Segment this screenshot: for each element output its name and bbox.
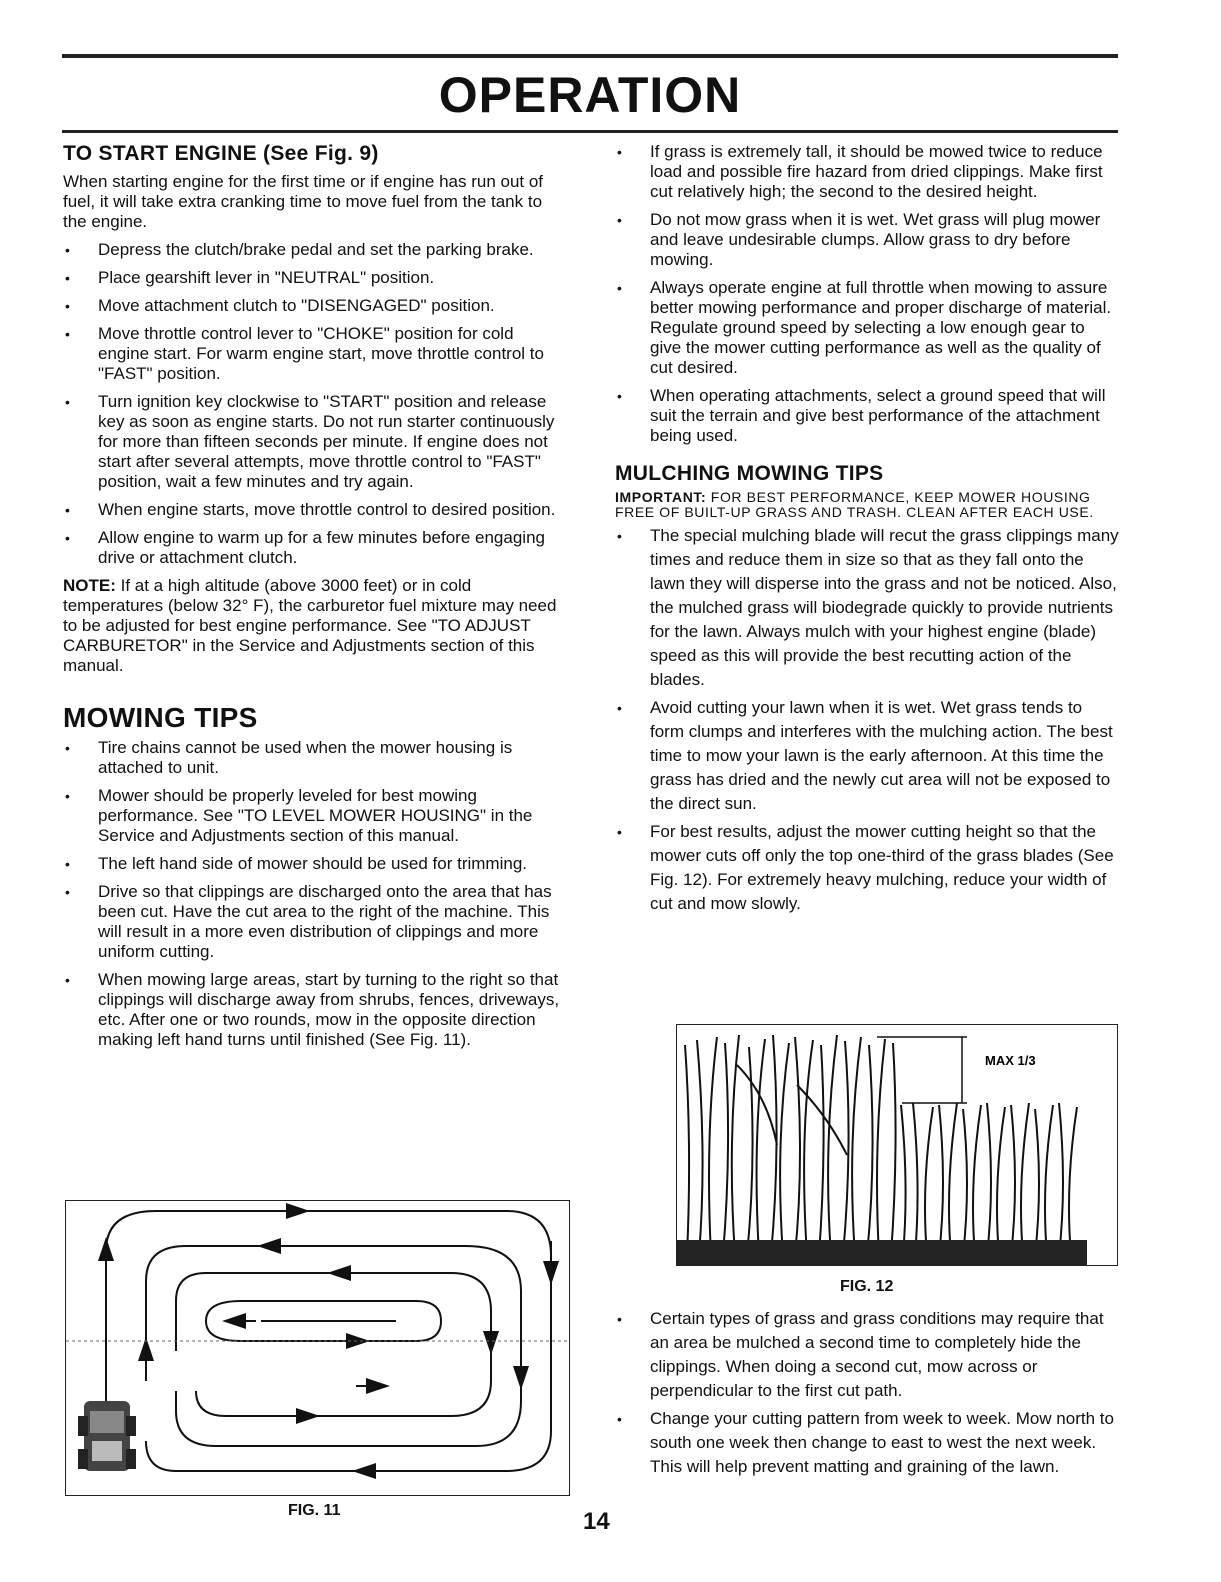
list-item: • Avoid cutting your lawn when it is wet. Wet grass tends to form clumps and interferes with the mulching action. The best time to mow your lawn is the early afternoon. At this time the grass has dried and the newly cut area will not be exposed to the direct sun.: [615, 696, 1120, 816]
list-item: • Place gearshift lever in "NEUTRAL" position.: [63, 268, 563, 288]
grass-height-diagram: [677, 1025, 1117, 1265]
altitude-note: [63, 576, 563, 676]
list-item: • The special mulching blade will recut the grass clippings many times and reduce them in size so that as they fall onto the lawn they will disperse into the grass and not be noticed. Also, the mulched grass will biodegrade quickly to provide nutrients for the lawn. Always mulch with your highest engine (blade) speed as this will provide the best recutting action of the blades.: [615, 524, 1120, 692]
list-item: • If grass is extremely tall, it should be mowed twice to reduce load and possible fire hazard from dried clippings. Make first cut relatively high; the second to the desired height.: [615, 142, 1120, 202]
list-item: • Do not mow grass when it is wet. Wet grass will plug mower and leave undesirable clumps. Allow grass to dry before mowing.: [615, 210, 1120, 270]
list-item: • When operating attachments, select a ground speed that will suit the terrain and give best performance of the attachment being used.: [615, 386, 1120, 446]
mulching-tips-continued: [615, 1307, 1120, 1487]
list-item: • Move throttle control lever to "CHOKE" position for cold engine start. For warm engine start, move throttle control to "FAST" position.: [63, 324, 563, 384]
mulching-tips-list: [615, 524, 1120, 916]
mowing-tips-heading: MOWING TIPS: [63, 702, 258, 733]
mowing-tips-list: [63, 738, 563, 1050]
list-item: • Drive so that clippings are discharged onto the area that has been cut. Have the cut area to the right of the machine. This will result in a more even distribution of clippings and more uniform cutting.: [63, 882, 563, 962]
list-item: • Depress the clutch/brake pedal and set the parking brake.: [63, 240, 563, 260]
tractor-icon: [78, 1401, 136, 1471]
list-item: • Move attachment clutch to "DISENGAGED" position.: [63, 296, 563, 316]
pattern-loop-3: [176, 1273, 491, 1416]
list-item: • The left hand side of mower should be used for trimming.: [63, 854, 563, 874]
note-label: NOTE:: [63, 576, 116, 595]
title-rule: [62, 130, 1118, 133]
list-item: • Mower should be properly leveled for best mowing performance. See "TO LEVEL MOWER HOUSING" in the Service and Adjustments section of this manual.: [63, 786, 563, 846]
list-item: • Tire chains cannot be used when the mower housing is attached to unit.: [63, 738, 563, 778]
list-item: • Allow engine to warm up for a few minutes before engaging drive or attachment clutch.: [63, 528, 563, 568]
note-text: If at a high altitude (above 3000 feet) or in cold temperatures (below 32° F), the carburetor fuel mixture may need to be adjusted for best engine performance. See "TO ADJUST CARBURETOR" in the Service and Adjustments section of this manual.: [63, 576, 557, 675]
fig12-caption: FIG. 12: [840, 1278, 894, 1295]
mulching-tips-list-2: [615, 1307, 1120, 1479]
right-column: [615, 142, 1120, 924]
list-item: • When mowing large areas, start by turning to the right so that clippings will discharge away from shrubs, fences, driveways, etc. After one or two rounds, mow in the opposite direction making left hand turns until finished (See Fig. 11).: [63, 970, 563, 1050]
start-engine-steps: [63, 240, 563, 568]
important-notice: [615, 490, 1120, 520]
start-engine-intro: When starting engine for the first time or if engine has run out of fuel, it will take extra cranking time to move fuel from the tank to the engine.: [63, 172, 544, 231]
important-label: IMPORTANT:: [615, 489, 707, 505]
page-number: 14: [583, 1508, 610, 1535]
fig11-caption: FIG. 11: [288, 1502, 341, 1519]
fig11-mowing-pattern: [65, 1200, 570, 1496]
important-text: FOR BEST PERFORMANCE, KEEP MOWER HOUSING FREE OF BUILT-UP GRASS AND TRASH. CLEAN AFTER EACH USE.: [615, 489, 1094, 520]
list-item: • For best results, adjust the mower cutting height so that the mower cuts off only the top one-third of the grass blades (See Fig. 12). For extremely heavy mulching, reduce your width of cut and mow slowly.: [615, 820, 1120, 916]
left-column: [63, 142, 563, 1058]
list-item: • Turn ignition key clockwise to "START" position and release key as soon as engine starts. Do not run starter continuously for more than fifteen seconds per minute. If engine does not start after several attempts, move throttle control to "FAST" position, wait a few minutes and try again.: [63, 392, 563, 492]
list-item: • Change your cutting pattern from week to week. Mow north to south one week then change to east to west the next week. This will help prevent matting and graining of the lawn.: [615, 1407, 1120, 1479]
mowing-pattern-diagram: [66, 1201, 569, 1495]
list-item: • Certain types of grass and grass conditions may require that an area be mulched a second time to completely hide the clippings. When doing a second cut, mow across or perpendicular to the first cut path.: [615, 1307, 1120, 1403]
list-item: • Always operate engine at full throttle when mowing to assure better mowing performance and proper discharge of material. Regulate ground speed by selecting a low enough gear to give the mower cutting performance as well as the quality of cut desired.: [615, 278, 1120, 378]
max-third-label: MAX 1/3: [985, 1053, 1036, 1068]
top-rule: [62, 54, 1118, 58]
mulching-heading: MULCHING MOWING TIPS: [615, 462, 884, 485]
mowing-tips-continued: [615, 142, 1120, 446]
fig12-grass-height: [676, 1024, 1118, 1266]
start-engine-heading: TO START ENGINE (See Fig. 9): [63, 142, 379, 165]
page-title: OPERATION: [438, 67, 742, 123]
list-item: • When engine starts, move throttle control to desired position.: [63, 500, 563, 520]
